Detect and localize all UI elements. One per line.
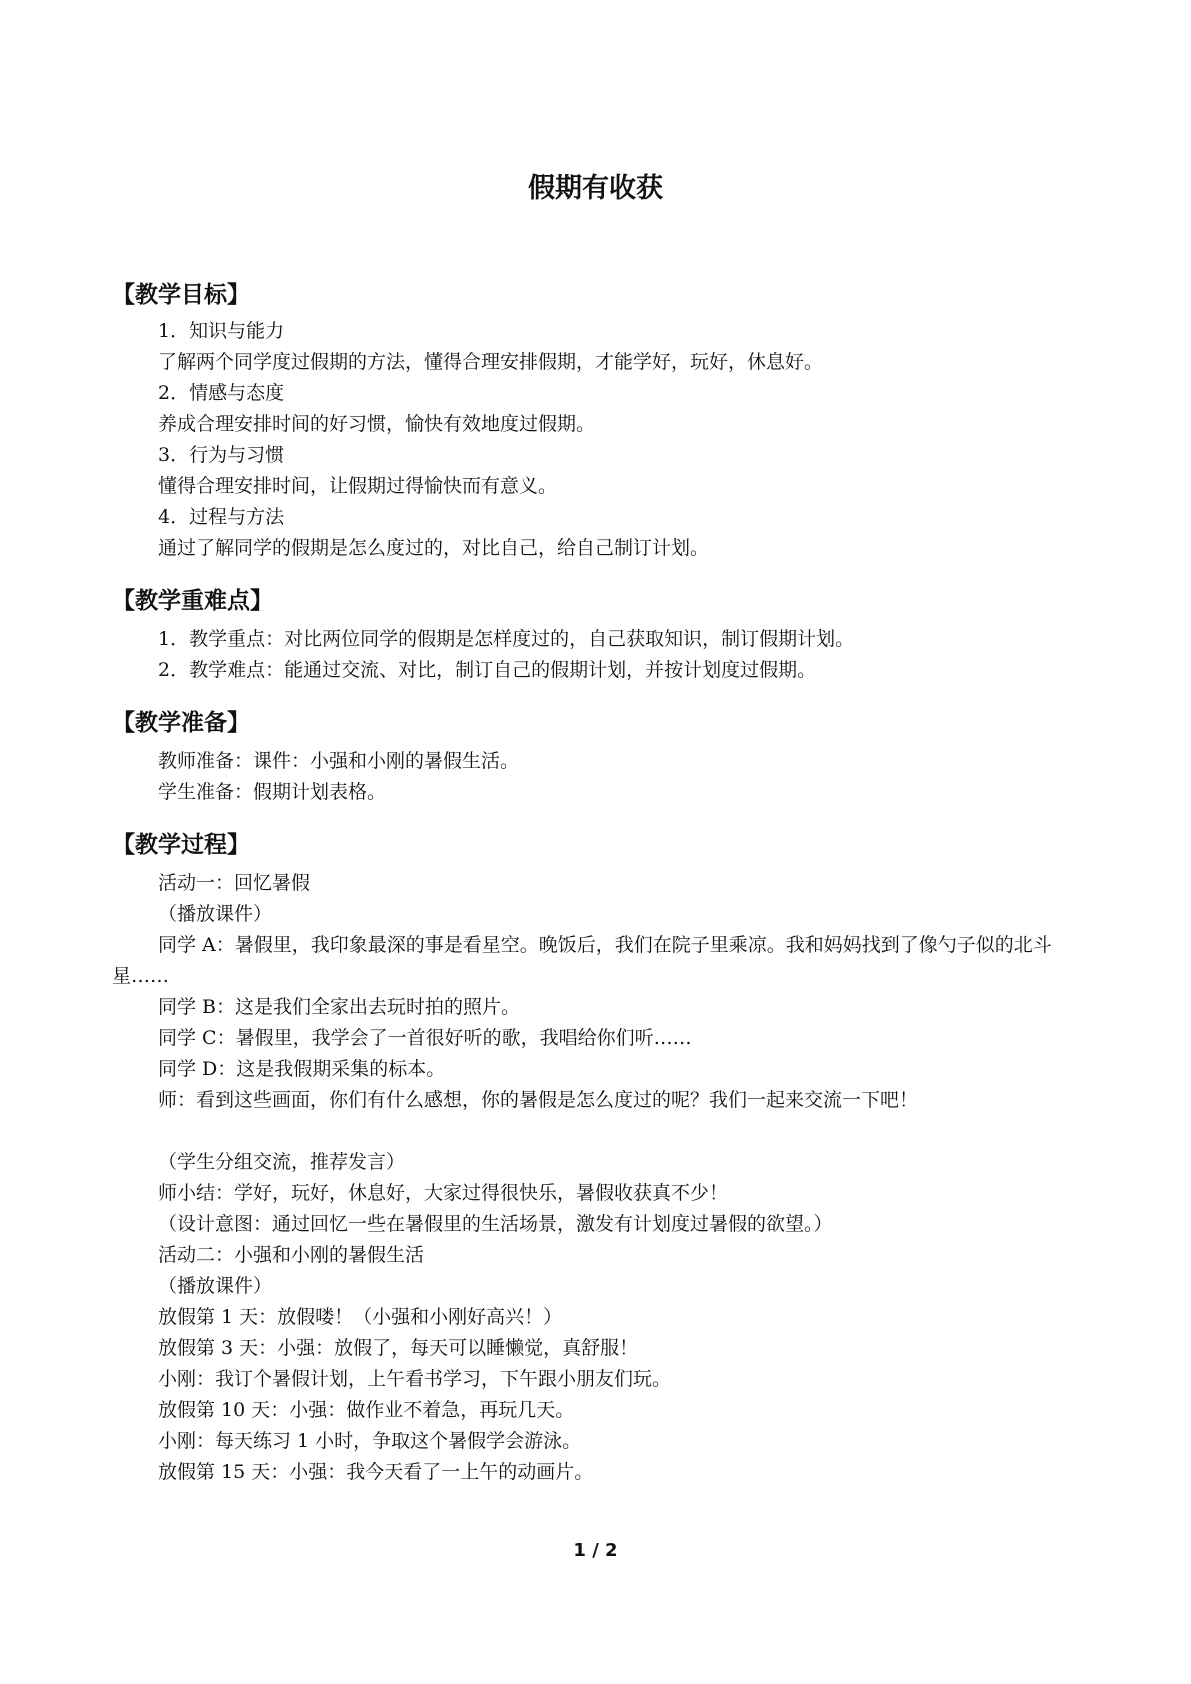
goals-line: 3．行为与习惯	[158, 444, 285, 466]
page-title: 假期有收获	[528, 173, 663, 204]
goals-line: 懂得合理安排时间，让假期过得愉快而有意义。	[158, 475, 558, 497]
process-line: 小刚：我订个暑假计划，上午看书学习，下午跟小朋友们玩。	[158, 1368, 672, 1390]
key-points-line: 2．教学难点：能通过交流、对比，制订自己的假期计划，并按计划度过假期。	[158, 659, 817, 681]
page-number: 1 / 2	[573, 1540, 618, 1561]
preparation-line: 教师准备：课件：小强和小刚的暑假生活。	[158, 750, 520, 772]
goals-line: 1．知识与能力	[158, 320, 285, 342]
process-line: 放假第 10 天：小强：做作业不着急，再玩几天。	[158, 1399, 575, 1421]
process-line: 师：看到这些画面，你们有什么感想，你的暑假是怎么度过的呢？我们一起来交流一下吧！	[158, 1089, 919, 1111]
section-heading-preparation: 【教学准备】	[112, 710, 250, 736]
process-line: （播放课件）	[158, 903, 273, 925]
goals-line: 了解两个同学度过假期的方法，懂得合理安排假期，才能学好，玩好，休息好。	[158, 351, 824, 373]
process-line: 活动一：回忆暑假	[158, 872, 311, 894]
process-line: 小刚：每天练习 1 小时，争取这个暑假学会游泳。	[158, 1430, 582, 1452]
process-line: 同学 A：暑假里，我印象最深的事是看星空。晚饭后，我们在院子里乘凉。我和妈妈找到了像勺子似的北斗星……	[112, 934, 1052, 987]
process-line: 师小结：学好，玩好，休息好，大家过得很快乐，暑假收获真不少！	[158, 1182, 729, 1204]
process-line: 活动二：小强和小刚的暑假生活	[158, 1244, 425, 1266]
process-line: （设计意图：通过回忆一些在暑假里的生活场景，激发有计划度过暑假的欲望。）	[158, 1213, 833, 1235]
key-points-line: 1．教学重点：对比两位同学的假期是怎样度过的，自己获取知识，制订假期计划。	[158, 628, 855, 650]
section-heading-goals: 【教学目标】	[112, 282, 250, 308]
process-line: 放假第 3 天：小强：放假了，每天可以睡懒觉，真舒服！	[158, 1337, 639, 1359]
preparation-line: 学生准备：假期计划表格。	[158, 781, 387, 803]
process-line: 同学 D：这是我假期采集的标本。	[158, 1058, 446, 1080]
process-line: 同学 C：暑假里，我学会了一首很好听的歌，我唱给你们听……	[158, 1027, 692, 1049]
process-line: 放假第 1 天：放假喽！（小强和小刚好高兴！）	[158, 1306, 563, 1328]
process-line: 放假第 15 天：小强：我今天看了一上午的动画片。	[158, 1461, 594, 1483]
goals-line: 2．情感与态度	[158, 382, 285, 404]
section-heading-key-points: 【教学重难点】	[112, 588, 273, 614]
section-heading-process: 【教学过程】	[112, 832, 250, 858]
process-line: 同学 B：这是我们全家出去玩时拍的照片。	[158, 996, 521, 1018]
process-line: （播放课件）	[158, 1275, 273, 1297]
process-line: （学生分组交流，推荐发言）	[158, 1151, 406, 1173]
goals-line: 养成合理安排时间的好习惯，愉快有效地度过假期。	[158, 413, 596, 435]
goals-line: 4．过程与方法	[158, 506, 285, 528]
goals-line: 通过了解同学的假期是怎么度过的，对比自己，给自己制订计划。	[158, 537, 710, 559]
